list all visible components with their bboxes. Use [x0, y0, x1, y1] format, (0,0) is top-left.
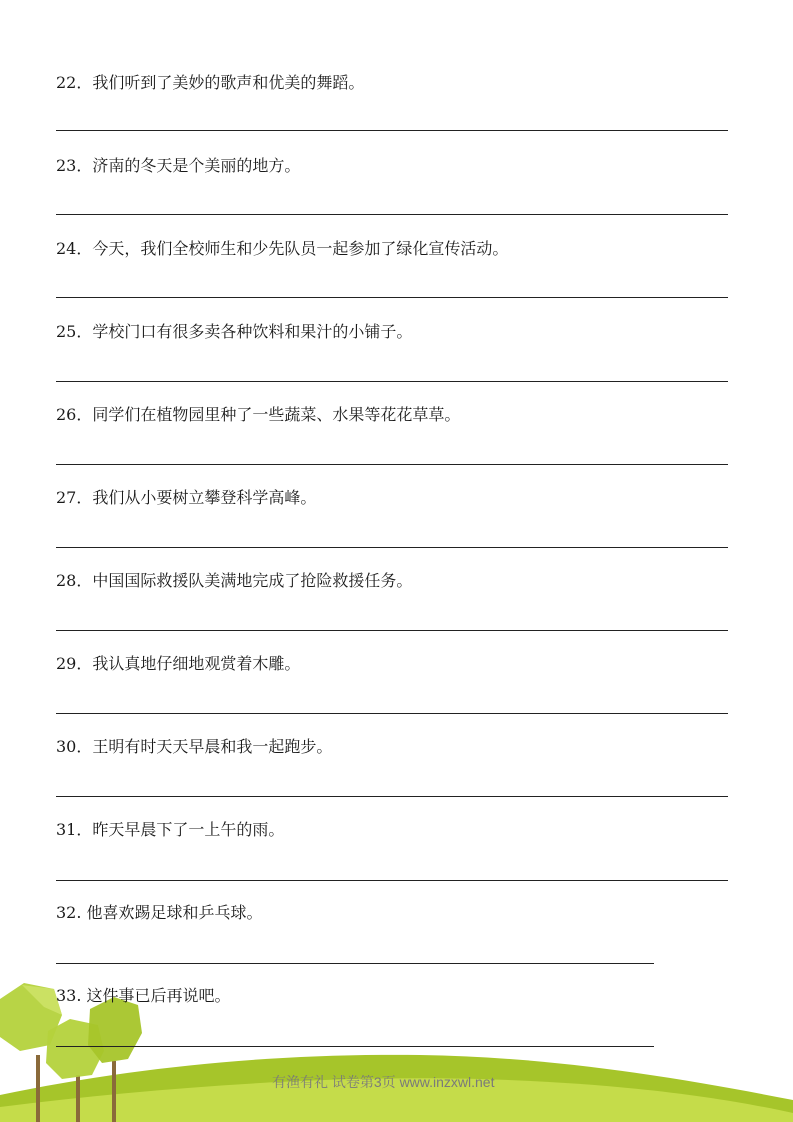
answer-line-33[interactable] [56, 1046, 654, 1047]
answer-line-24[interactable] [56, 297, 728, 298]
answer-line-25[interactable] [56, 381, 728, 382]
answer-line-29[interactable] [56, 713, 728, 714]
answer-line-27[interactable] [56, 547, 728, 548]
question-24: 24．今天，我们全校师生和少先队员一起参加了绿化宣传活动。 [56, 239, 509, 258]
answer-line-22[interactable] [56, 130, 728, 131]
question-30: 30．王明有时天天早晨和我一起跑步。 [56, 737, 333, 756]
answer-line-30[interactable] [56, 796, 728, 797]
question-32: 32. 他喜欢踢足球和乒乓球。 [56, 903, 263, 922]
question-23: 23．济南的冬天是个美丽的地方。 [56, 156, 301, 175]
answer-line-31[interactable] [56, 880, 728, 881]
question-25: 25．学校门口有很多卖各种饮料和果汁的小铺子。 [56, 322, 413, 341]
footer-watermark: 有渔有礼 试卷第3页 www.inzxwl.net [272, 1074, 495, 1090]
answer-line-23[interactable] [56, 214, 728, 215]
question-31: 31．昨天早晨下了一上午的雨。 [56, 820, 285, 839]
answer-line-32[interactable] [56, 963, 654, 964]
answer-line-26[interactable] [56, 464, 728, 465]
question-26: 26．同学们在植物园里种了一些蔬菜、水果等花花草草。 [56, 405, 461, 424]
question-29: 29．我认真地仔细地观赏着木雕。 [56, 654, 301, 673]
question-27: 27．我们从小要树立攀登科学高峰。 [56, 488, 317, 507]
question-33: 33. 这件事已后再说吧。 [56, 986, 231, 1005]
question-28: 28．中国国际救援队美满地完成了抢险救援任务。 [56, 571, 413, 590]
question-22: 22．我们听到了美妙的歌声和优美的舞蹈。 [56, 73, 365, 92]
answer-line-28[interactable] [56, 630, 728, 631]
